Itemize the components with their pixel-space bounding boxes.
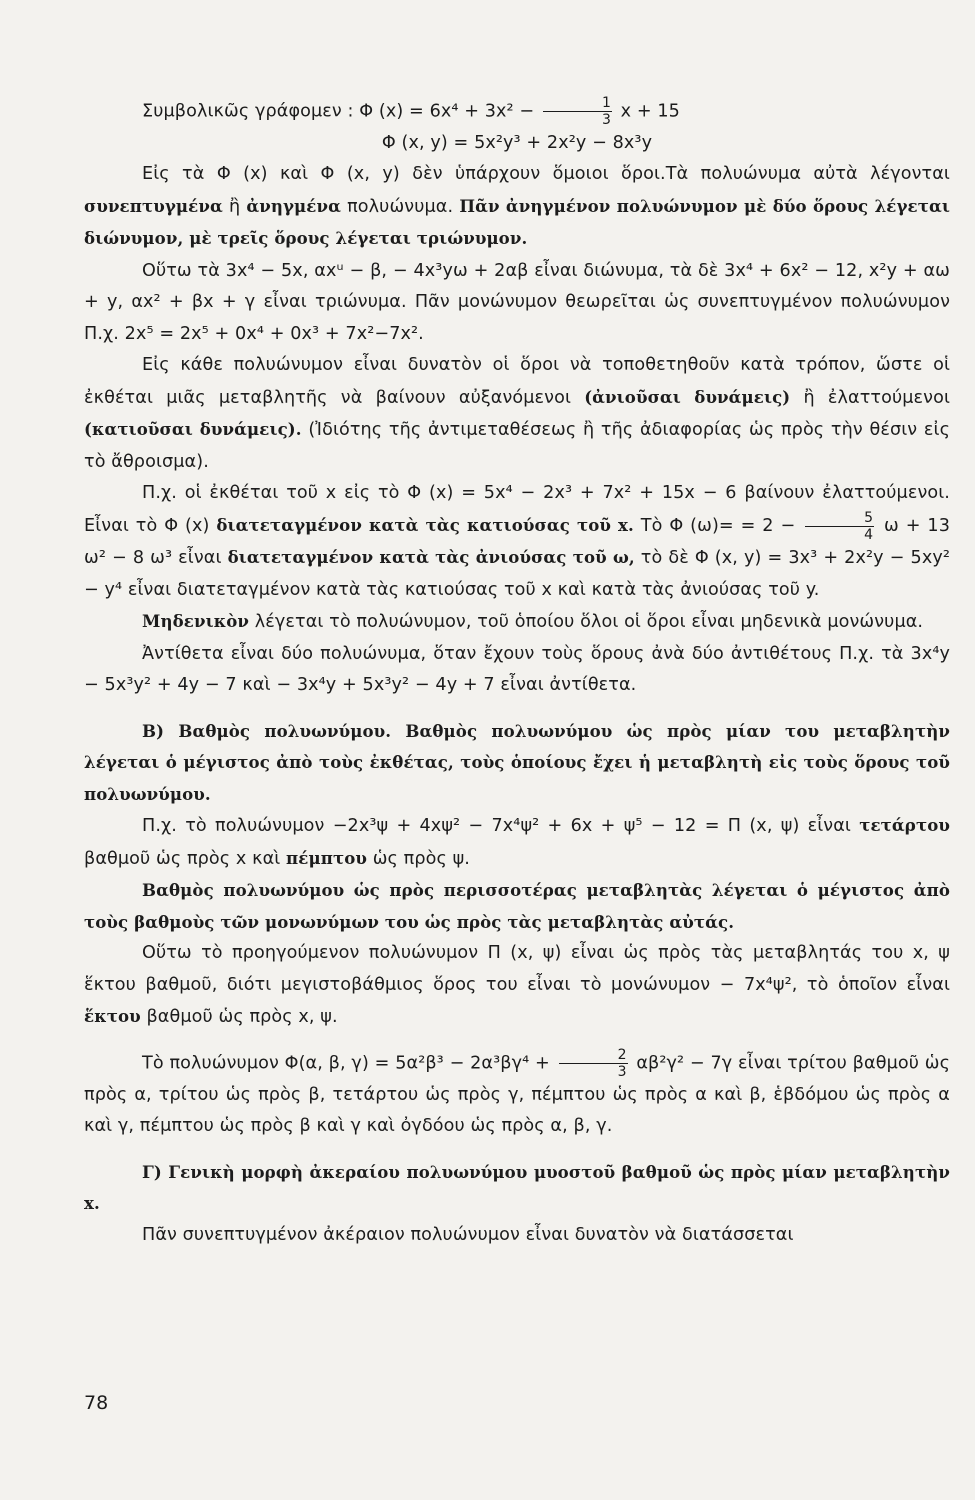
fraction: $\frac{2}{3}$ — [559, 1048, 628, 1079]
paragraph: Πᾶν συνεπτυγμένον ἀκέραιον πολυώνυμον εἶναι δυνατὸν νὰ διατάσσεται — [142, 1224, 794, 1245]
fraction: $\frac{1}{3}$ — [543, 96, 612, 127]
page-text — [84, 96, 950, 1251]
definition: Βαθμὸς πολυωνύμου ὡς πρὸς περισσοτέρας μεταβλητὰς λέγεται ὁ μέγιστος ἀπὸ τοὺς βαθμοὺς τῶν μονωνύμων του ὡς πρὸς τὰς μεταβλητὰς αὐτάς. — [84, 880, 950, 932]
paragraph: Οὕτω τὸ προηγούμενον πολυώνυμον Π (x, ψ) εἶναι ὡς πρὸς τὰς μεταβλητάς του x, ψ ἕκτου βαθμοῦ, διότι μεγιστοβάθμιος ὅρος του εἶναι τὸ μονώνυμον − 7x⁴ψ², τὸ ὁποῖον εἶναι ἕκτου βαθμοῦ ὡς πρὸς x, ψ. — [84, 943, 950, 1028]
paragraph: Τὸ πολυώνυμον Φ(α, β, γ) = 5α²β³ − 2α³βγ⁴ + $\frac{2}{3}$ αβ²γ² − 7γ εἶναι τρίτου βαθμοῦ ὡς πρὸς α, τρίτου ὡς πρὸς β, τετάρτου ὡς πρὸς γ, πέμπτου ὡς πρὸς α καὶ β, ἑβδόμου ὡς πρὸς α καὶ γ, πέμπτου ὡς πρὸς β καὶ γ καὶ ὀγδόου ὡς πρὸς α, β, γ. — [84, 1046, 950, 1137]
fraction: $\frac{5}{4}$ — [805, 511, 874, 542]
section-heading-b: Β) Βαθμὸς πολυωνύμου. Βαθμὸς πολυωνύμου ὡς πρὸς μίαν του μεταβλητὴν λέγεται ὁ μέγιστος ἀπὸ τοὺς ἐκθέτας, τοὺς ὁποίους ἔχει ἡ μεταβλητὴ εἰς τοὺς ὅρους τοῦ πολυωνύμου. — [84, 720, 950, 804]
paragraph: Εἰς τὰ Φ (x) καὶ Φ (x, y) δὲν ὑπάρχουν ὅμοιοι ὅροι.Τὰ πολυώνυμα αὐτὰ λέγονται συνεπτυγμένα ἢ ἀνηγμένα πολυώνυμα. Πᾶν ἀνηγμένον πολυώνυμον μὲ δύο ὅρους λέγεται διώνυμον, μὲ τρεῖς ὅρους λέγεται τριώνυμον. — [84, 164, 951, 249]
paragraph: Ἀντίθετα εἶναι δύο πολυώνυμα, ὅταν ἔχουν τοὺς ὅρους ἀνὰ δύο ἀντιθέτους Π.χ. τὰ 3x⁴y − 5x³y² + 4y − 7 καὶ − 3x⁴y + 5x³y² − 4y + 7 εἶναι ἀντίθετα. — [84, 643, 950, 696]
formula-phi-x: Συμβολικῶς γράφομεν : Φ (x) = 6x⁴ + 3x² − $\frac{1}{3}$ x + 15 — [142, 95, 680, 128]
paragraph: Π.χ. οἱ ἐκθέται τοῦ x εἰς τὸ Φ (x) = 5x⁴ − 2x³ + 7x² + 15x − 6 βαίνουν ἐλαττούμενοι. Εἶναι τὸ Φ (x) διατεταγμένον κατὰ τὰς κατιούσας τοῦ x. Τὸ Φ (ω)= = 2 − $\frac{5}{4}$ ω + 13 ω² − 8 ω³ εἶναι διατεταγμένον κατὰ τὰς ἀνιούσας τοῦ ω, τὸ δὲ Φ (x, y) = 3x³ + 2x²y − 5xy² − y⁴ εἶναι διατεταγμένον κατὰ τὰς κατιούσας τοῦ x καὶ κατὰ τὰς ἀνιούσας τοῦ y. — [84, 483, 951, 600]
section-heading-g: Γ) Γενικὴ μορφὴ ἀκεραίου πολυωνύμου μυοστοῦ βαθμοῦ ὡς πρὸς μίαν μεταβλητὴν x. — [84, 1161, 950, 1214]
paragraph: Μηδενικὸν λέγεται τὸ πολυώνυμον, τοῦ ὁποίου ὅλοι οἱ ὅροι εἶναι μηδενικὰ μονώνυμα. — [142, 611, 924, 633]
paragraph: Εἰς κάθε πολυώνυμον εἶναι δυνατὸν οἱ ὅροι νὰ τοποθετηθοῦν κατὰ τρόπον, ὥστε οἱ ἐκθέται μιᾶς μεταβλητῆς νὰ βαίνουν αὐξανόμενοι (ἀνιοῦσαι δυνάμεις) ἢ ἐλαττούμενοι (κατιοῦσαι δυνάμεις). (Ἰδιότης τῆς ἀντιμεταθέσεως ἢ τῆς ἀδιαφορίας ὡς πρὸς τὴν θέσιν εἰς τὸ ἄθροισμα). — [84, 355, 951, 472]
paragraph: Π.χ. τὸ πολυώνυμον −2x³ψ + 4xψ² − 7x⁴ψ² + 6x + ψ⁵ − 12 = Π (x, ψ) εἶναι τετάρτου βαθμοῦ ὡς πρὸς x καὶ πέμπτου ὡς πρὸς ψ. — [84, 815, 950, 869]
paragraph: Οὕτω τὰ 3x⁴ − 5x, αxᵘ − β, − 4x³yω + 2αβ εἶναι διώνυμα, τὰ δὲ 3x⁴ + 6x² − 12, x²y + αω + y, αx² + βx + γ εἶναι τριώνυμα. Πᾶν μονώνυμον θεωρεῖται ὡς συνεπτυγμένον πολυώνυμον Π.χ. 2x⁵ = 2x⁵ + 0x⁴ + 0x³ + 7x²−7x². — [84, 260, 950, 344]
page-number: 78 — [84, 1392, 109, 1414]
formula-phi-xy: Φ (x, y) = 5x²y³ + 2x²y − 8x³y — [381, 132, 653, 153]
